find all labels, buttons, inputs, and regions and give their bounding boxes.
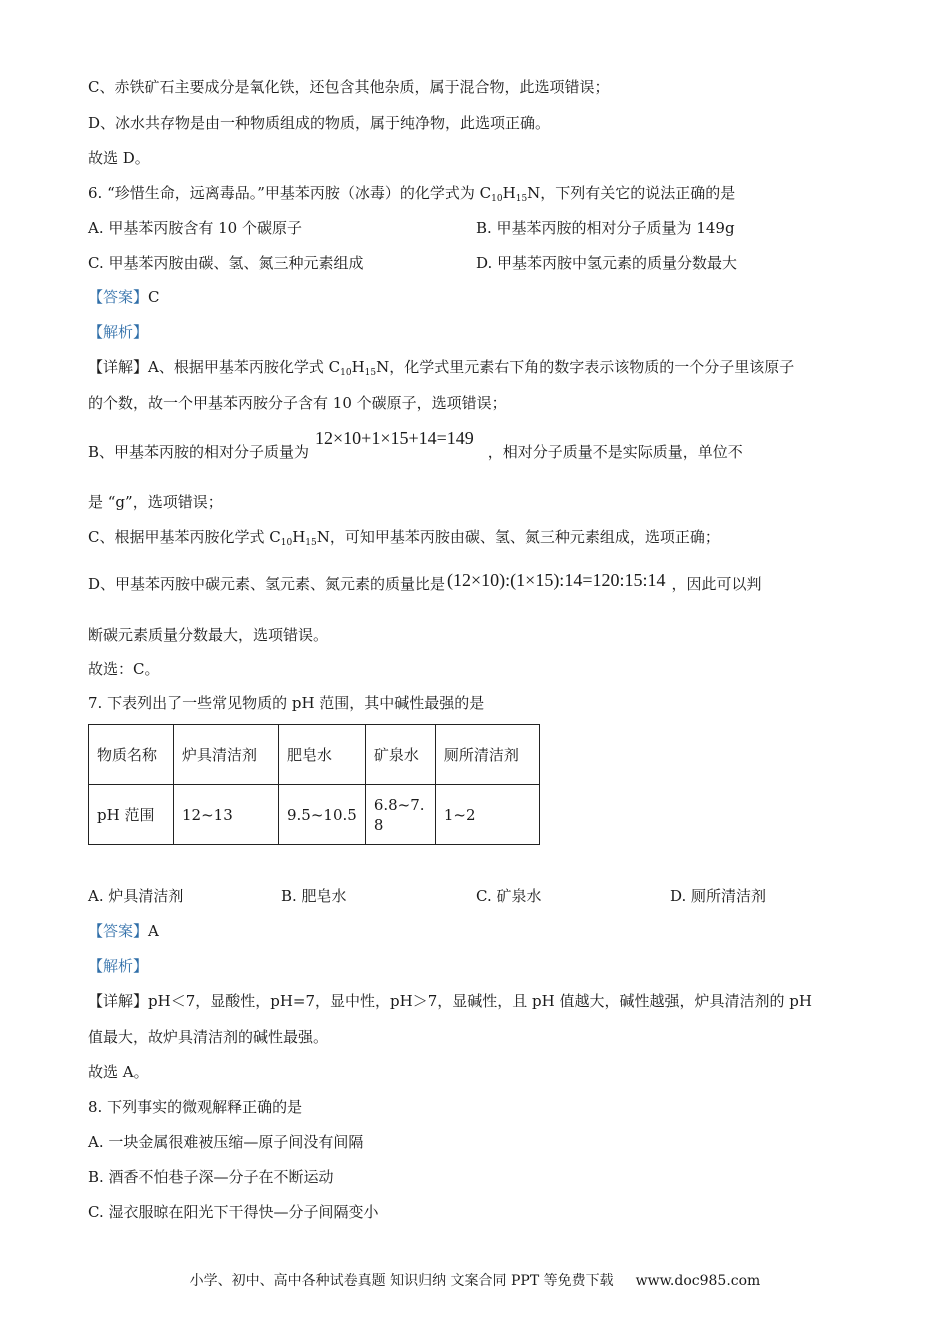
q6-detail-b: B、甲基苯丙胺的相对分子质量为12×10+1×15+14=149，相对分子质量不是实际质量，单位不 — [88, 428, 743, 461]
q6-conclusion: 故选：C。 — [88, 660, 160, 678]
footer-text: 小学、初中、高中各种试卷真题 知识归纳 文案合同 PPT 等免费下载 — [189, 1273, 614, 1289]
q6-detail-d: D、甲基苯丙胺中碳元素、氢元素、氮元素的质量比是 (12×10):(1×15):14=120:15:14 ，因此可以判 — [88, 570, 762, 593]
q7-option-a: A. 炉具清洁剂 — [88, 887, 184, 905]
q7-analysis-tag: 【解析】 — [88, 957, 149, 975]
q6-answer: 【答案】C — [88, 288, 160, 306]
q6-option-b: B. 甲基苯丙胺的相对分子质量为 149g — [476, 219, 735, 237]
q7-option-b: B. 肥皂水 — [281, 887, 347, 905]
q8-option-c: C. 湿衣服晾在阳光下干得快—分子间隔变小 — [88, 1203, 379, 1221]
detail-tag: 【详解】 — [88, 992, 149, 1010]
q6-stem: 6. “珍惜生命，远离毒品。”甲基苯丙胺（冰毒）的化学式为 $C_{10}H_{15}N$，下列有关它的说法正确的是 — [88, 184, 736, 204]
page-footer — [0, 1270, 950, 1290]
q7-detail: 【详解】pH＜7，显酸性，pH=7，显中性，pH＞7，显碱性，且 pH 值越大，碱性越强，炉具清洁剂的 pH — [88, 992, 812, 1010]
answer-tag: 【答案】 — [88, 922, 149, 940]
table-row — [89, 785, 540, 845]
formula-mass-ratio: (12×10):(1×15):14=120:15:14 — [447, 570, 666, 590]
q7-conclusion: 故选 A。 — [88, 1063, 149, 1081]
table-cell: 炉具清洁剂 — [174, 725, 279, 785]
q6-detail-a: 【详解】A、根据甲基苯丙胺化学式 $C_{10}H_{15}N$，化学式里元素右下角的数字表示该物质的一个分子里该原子 — [88, 358, 795, 378]
q6-detail-d-line2: 断碳元素质量分数最大，选项错误。 — [88, 626, 329, 644]
table-header-row — [89, 725, 540, 785]
table-cell: 矿泉水 — [365, 725, 435, 785]
prev-option-d-explanation: D、冰水共存物是由一种物质组成的物质，属于纯净物，此选项正确。 — [88, 114, 551, 132]
q7-answer: 【答案】A — [88, 922, 159, 940]
q6-option-a: A. 甲基苯丙胺含有 10 个碳原子 — [88, 219, 302, 237]
q6-detail-a-line2: 的个数，故一个甲基苯丙胺分子含有 10 个碳原子，选项错误； — [88, 394, 507, 412]
q6-option-d: D. 甲基苯丙胺中氢元素的质量分数最大 — [476, 254, 738, 272]
formula-molecular-mass: 12×10+1×15+14=149 — [315, 428, 474, 448]
ph-table — [88, 724, 540, 845]
q6-option-c: C. 甲基苯丙胺由碳、氢、氮三种元素组成 — [88, 254, 364, 272]
q6-analysis-tag: 【解析】 — [88, 323, 149, 341]
q8-option-b: B. 酒香不怕巷子深—分子在不断运动 — [88, 1168, 334, 1186]
answer-tag: 【答案】 — [88, 288, 149, 306]
q6-detail-b-line2: 是 “g”，选项错误； — [88, 493, 223, 511]
footer-url[interactable]: www.doc985.com — [635, 1273, 761, 1289]
q8-option-a: A. 一块金属很难被压缩—原子间没有间隔 — [88, 1133, 364, 1151]
table-cell: 1~2 — [435, 785, 539, 845]
table-cell: 12~13 — [174, 785, 279, 845]
q6-detail-c: C、根据甲基苯丙胺化学式 $C_{10}H_{15}N$，可知甲基苯丙胺由碳、氢、氮三种元素组成，选项正确； — [88, 528, 720, 548]
q7-detail-line2: 值最大，故炉具清洁剂的碱性最强。 — [88, 1028, 329, 1046]
table-cell: pH 范围 — [89, 785, 174, 845]
q7-stem: 7. 下表列出了一些常见物质的 pH 范围，其中碱性最强的是 — [88, 694, 485, 712]
table-cell: 物质名称 — [89, 725, 174, 785]
q7-option-d: D. 厕所清洁剂 — [670, 887, 767, 905]
table-cell: 9.5~10.5 — [279, 785, 366, 845]
prev-conclusion: 故选 D。 — [88, 149, 150, 167]
q7-option-c: C. 矿泉水 — [476, 887, 542, 905]
table-cell: 厕所清洁剂 — [435, 725, 539, 785]
q8-stem: 8. 下列事实的微观解释正确的是 — [88, 1098, 303, 1116]
table-cell: 6.8~7.8 — [365, 785, 435, 845]
detail-tag: 【详解】 — [88, 358, 149, 376]
table-cell: 肥皂水 — [279, 725, 366, 785]
prev-option-c-explanation: C、赤铁矿石主要成分是氧化铁，还包含其他杂质，属于混合物，此选项错误； — [88, 78, 610, 96]
